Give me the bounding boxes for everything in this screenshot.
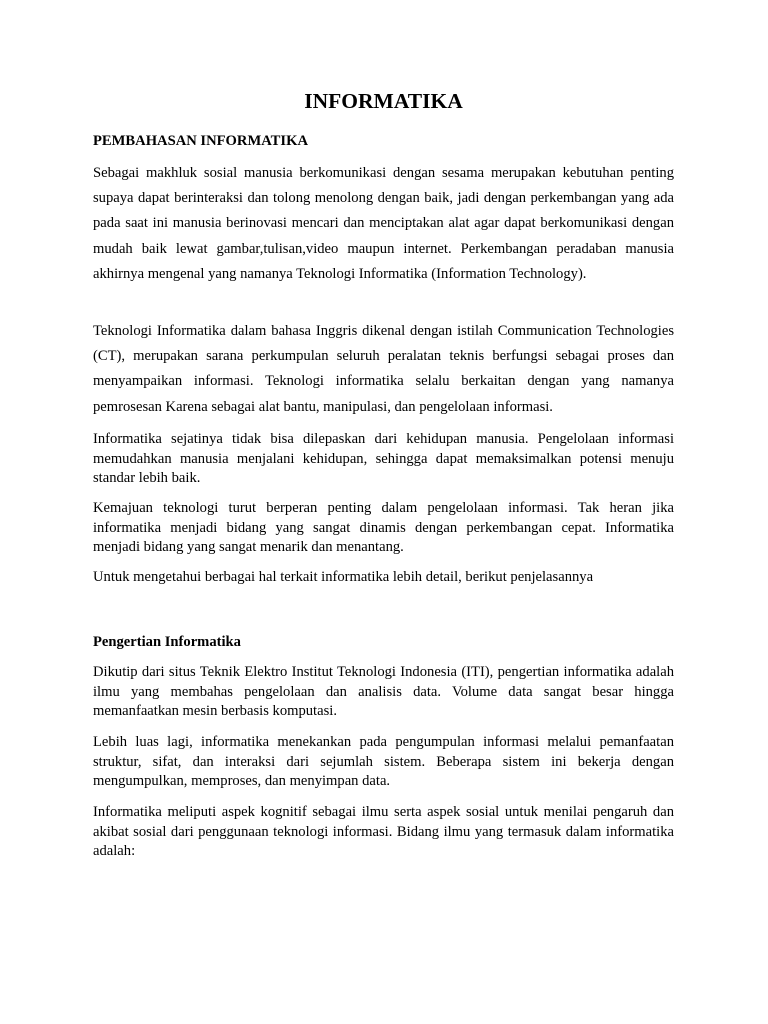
document-title: INFORMATIKA <box>304 89 463 113</box>
paragraph-informatika-kehidupan: Informatika sejatinya tidak bisa dilepaskan dari kehidupan manusia. Pengelolaan informasi memudahkan manusia menjalani kehidupan, sehingga dapat memaksimalkan potensi menuju standar lebih baik. <box>93 431 674 487</box>
paragraph-aspek-kognitif: Informatika meliputi aspek kognitif sebagai ilmu serta aspek sosial untuk menilai pengaruh dan akibat sosial dari penggunaan teknologi informasi. Bidang ilmu yang termasuk dalam informatika adalah: <box>93 804 674 860</box>
paragraph-communication-technologies: Teknologi Informatika dalam bahasa Inggris dikenal dengan istilah Communication Technologies (CT), merupakan sarana perkumpulan seluruh peralatan teknis berfungsi sebagai proses dan menyampaikan informasi. Teknologi informatika selalu berkaitan dengan yang namanya pemrosesan Karena sebagai alat bantu, manipulasi, dan pengelolaan informasi. <box>93 323 674 415</box>
section-heading-pengertian: Pengertian Informatika <box>93 634 241 650</box>
document-page <box>93 0 674 1024</box>
paragraph-kemajuan-teknologi: Kemajuan teknologi turut berperan penting dalam pengelolaan informasi. Tak heran jika informatika menjadi bidang yang sangat dinamis dengan perkembangan cepat. Informatika menjadi bidang yang sangat menarik dan menantang. <box>93 500 674 556</box>
paragraph-intro-communication: Sebagai makhluk sosial manusia berkomunikasi dengan sesama merupakan kebutuhan penting supaya dapat berinteraksi dan tolong menolong dengan baik, jadi dengan perkembangan yang ada pada saat ini manusia berinovasi mencari dan menciptakan alat agar dapat berkomunikasi dengan mudah baik lewat gambar,tulisan,video maupun internet. Perkembangan peradaban manusia akhirnya mengenal yang namanya Teknologi Informatika (Information Technology). <box>93 165 674 282</box>
paragraph-pengertian-iti: Dikutip dari situs Teknik Elektro Institut Teknologi Indonesia (ITI), pengertian informatika adalah ilmu yang membahas pengelolaan dan analisis data. Volume data sangat besar hingga memanfaatkan mesin berbasis komputasi. <box>93 664 674 720</box>
section-heading-pembahasan: PEMBAHASAN INFORMATIKA <box>93 133 308 149</box>
paragraph-penjelasan-lead: Untuk mengetahui berbagai hal terkait informatika lebih detail, berikut penjelasannya <box>93 569 594 585</box>
paragraph-lebih-luas: Lebih luas lagi, informatika menekankan pada pengumpulan informasi melalui pemanfaatan struktur, sifat, dan interaksi dari sejumlah sistem. Beberapa sistem ini bekerja dengan mengumpulkan, memproses, dan menyimpan data. <box>93 734 674 790</box>
